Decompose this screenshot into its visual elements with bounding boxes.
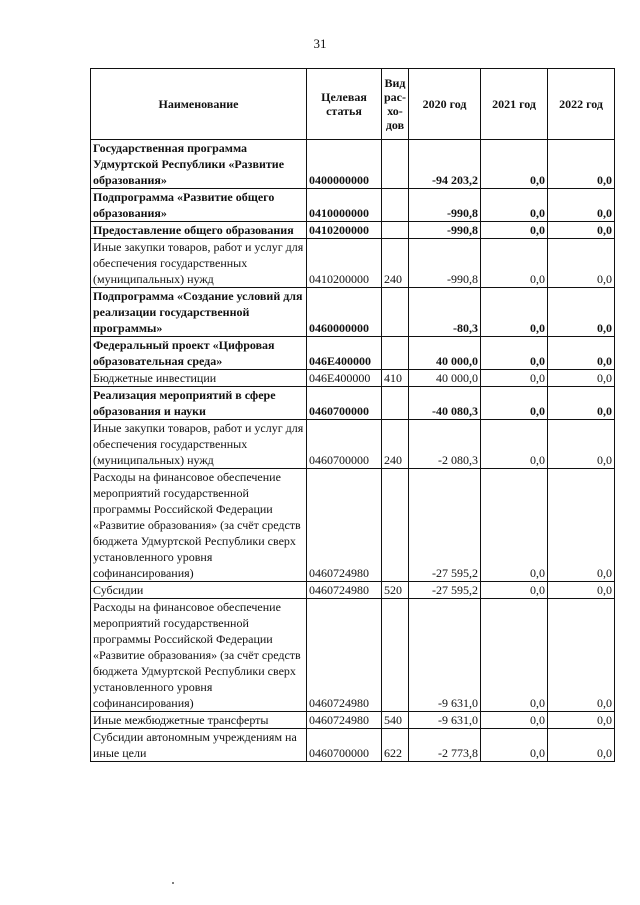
header-name: Наименование [91,69,307,140]
row-target-article: 0460700000 [307,387,382,420]
row-value-2022: 0,0 [548,582,615,599]
row-name: Реализация мероприятий в сфере образования и науки [91,387,307,420]
table-row [91,239,615,288]
row-name: Федеральный проект «Цифровая образовательная среда» [91,337,307,370]
row-target-article: 0460724980 [307,712,382,729]
row-value-2020: -990,8 [409,239,481,288]
row-expense-kind [382,599,409,712]
row-name: Предоставление общего образования [91,222,307,239]
row-target-article: 0400000000 [307,140,382,189]
row-name: Иные закупки товаров, работ и услуг для обеспечения государственных (муниципальных) нужд [91,239,307,288]
budget-table [90,68,615,762]
row-expense-kind [382,189,409,222]
row-expense-kind [382,469,409,582]
row-target-article: 0460700000 [307,729,382,762]
header-year-2022: 2022 год [548,69,615,140]
header-expense-kind: Вид рас-хо-дов [382,69,409,140]
row-value-2020: -27 595,2 [409,469,481,582]
table-row [91,370,615,387]
row-target-article: 0410200000 [307,222,382,239]
row-value-2021: 0,0 [481,387,548,420]
row-target-article: 0460700000 [307,420,382,469]
row-name: Иные межбюджетные трансферты [91,712,307,729]
table-row [91,337,615,370]
row-value-2020: 40 000,0 [409,370,481,387]
stray-dot [172,882,174,884]
row-name: Субсидии [91,582,307,599]
row-value-2020: -990,8 [409,189,481,222]
row-target-article: 046E400000 [307,370,382,387]
row-name: Подпрограмма «Развитие общего образования» [91,189,307,222]
row-name: Государственная программа Удмуртской Республики «Развитие образования» [91,140,307,189]
row-value-2022: 0,0 [548,712,615,729]
row-target-article: 0410200000 [307,239,382,288]
row-value-2020: -9 631,0 [409,599,481,712]
row-target-article: 0460000000 [307,288,382,337]
row-value-2021: 0,0 [481,469,548,582]
row-value-2020: -2 773,8 [409,729,481,762]
table-row [91,288,615,337]
row-value-2022: 0,0 [548,599,615,712]
table-row [91,420,615,469]
row-value-2022: 0,0 [548,420,615,469]
row-value-2021: 0,0 [481,599,548,712]
row-name: Иные закупки товаров, работ и услуг для обеспечения государственных (муниципальных) нужд [91,420,307,469]
table-row [91,189,615,222]
row-value-2021: 0,0 [481,712,548,729]
row-target-article: 0410000000 [307,189,382,222]
row-expense-kind [382,387,409,420]
row-expense-kind [382,222,409,239]
row-value-2022: 0,0 [548,387,615,420]
row-value-2022: 0,0 [548,288,615,337]
row-expense-kind: 520 [382,582,409,599]
table-row [91,582,615,599]
row-value-2021: 0,0 [481,370,548,387]
row-expense-kind: 410 [382,370,409,387]
row-target-article: 046E400000 [307,337,382,370]
table-body [91,140,615,762]
row-value-2022: 0,0 [548,189,615,222]
table-row [91,140,615,189]
header-target-article: Целевая статья [307,69,382,140]
row-value-2021: 0,0 [481,729,548,762]
header-year-2020: 2020 год [409,69,481,140]
table-row [91,599,615,712]
row-target-article: 0460724980 [307,469,382,582]
row-expense-kind [382,140,409,189]
row-name: Субсидии автономным учреждениям на иные цели [91,729,307,762]
row-value-2020: -2 080,3 [409,420,481,469]
row-value-2022: 0,0 [548,729,615,762]
row-value-2021: 0,0 [481,189,548,222]
table-row [91,222,615,239]
row-value-2021: 0,0 [481,140,548,189]
row-value-2021: 0,0 [481,222,548,239]
row-value-2020: -94 203,2 [409,140,481,189]
table-row [91,712,615,729]
row-value-2021: 0,0 [481,420,548,469]
row-name: Подпрограмма «Создание условий для реализации государственной программы» [91,288,307,337]
row-value-2020: -9 631,0 [409,712,481,729]
row-value-2020: -80,3 [409,288,481,337]
row-expense-kind [382,288,409,337]
row-value-2021: 0,0 [481,582,548,599]
row-value-2020: -27 595,2 [409,582,481,599]
header-year-2021: 2021 год [481,69,548,140]
table-row [91,387,615,420]
row-value-2021: 0,0 [481,288,548,337]
row-value-2022: 0,0 [548,140,615,189]
row-target-article: 0460724980 [307,582,382,599]
row-name: Расходы на финансовое обеспечение мероприятий государственной программы Российской Федерации «Развитие образования» (за счёт средств бюджета Удмуртской Республики сверх установленного уровня софинансирования) [91,599,307,712]
row-value-2020: -990,8 [409,222,481,239]
row-value-2022: 0,0 [548,239,615,288]
row-value-2020: 40 000,0 [409,337,481,370]
page-number: 31 [313,36,327,51]
row-name: Бюджетные инвестиции [91,370,307,387]
row-value-2021: 0,0 [481,239,548,288]
row-value-2022: 0,0 [548,469,615,582]
row-value-2022: 0,0 [548,370,615,387]
row-name: Расходы на финансовое обеспечение мероприятий государственной программы Российской Федерации «Развитие образования» (за счёт средств бюджета Удмуртской Республики сверх установленного уровня софинансирования) [91,469,307,582]
row-target-article: 0460724980 [307,599,382,712]
row-expense-kind: 240 [382,420,409,469]
row-value-2022: 0,0 [548,337,615,370]
table-row [91,729,615,762]
table-row [91,469,615,582]
row-expense-kind: 540 [382,712,409,729]
table-header-row [91,69,615,140]
row-expense-kind [382,337,409,370]
row-value-2021: 0,0 [481,337,548,370]
row-expense-kind: 622 [382,729,409,762]
row-expense-kind: 240 [382,239,409,288]
row-value-2022: 0,0 [548,222,615,239]
row-value-2020: -40 080,3 [409,387,481,420]
